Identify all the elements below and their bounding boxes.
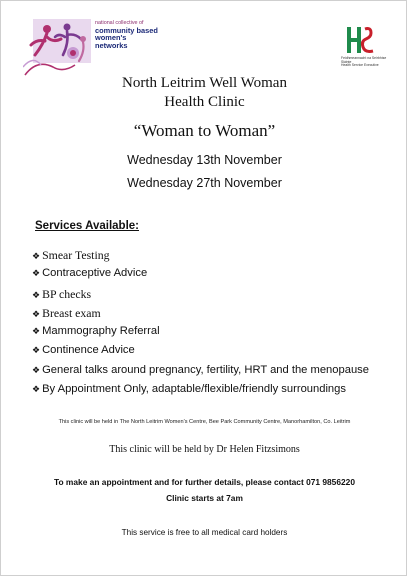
service-label: Smear Testing [42, 248, 110, 262]
service-label: By Appointment Only, adaptable/flexible/friendly surroundings [42, 383, 346, 396]
network-logo [23, 15, 173, 79]
hse-line-1: Feidhmeannacht na Seirbhíse Sláinte [341, 56, 387, 64]
clinic-title-line-1: North Leitrim Well Woman [122, 75, 287, 91]
date-2: Wednesday 27th November [127, 176, 282, 190]
service-label: BP checks [42, 286, 92, 301]
list-item [32, 248, 369, 267]
diamond-bullet-icon: ❖ [32, 327, 41, 338]
diamond-bullet-icon: ❖ [32, 269, 41, 280]
location-note: This clinic will be held in The North Leitrim Women's Centre, Bee Park Community Centre, Manorhamilton, Co. Leitrim [58, 419, 351, 425]
list-item [32, 344, 369, 363]
list-item [32, 383, 369, 402]
service-label: General talks around pregnancy, fertility, HRT and the menopause [42, 363, 369, 376]
services-heading: Services Available: [35, 220, 139, 232]
service-label: Breast exam [42, 305, 101, 320]
diamond-bullet-icon: ❖ [32, 385, 41, 396]
contact-line: To make an appointment and for further details, please contact 071 9856220 [54, 477, 355, 487]
hse-logo-text [341, 57, 391, 68]
network-logo-text [95, 21, 175, 50]
dancing-women-icon [23, 15, 95, 79]
clinic-tagline: “Woman to Woman” [133, 121, 276, 140]
diamond-bullet-icon: ❖ [32, 365, 41, 376]
list-item [32, 325, 369, 344]
list-item [32, 306, 369, 325]
start-time: Clinic starts at 7am [166, 493, 243, 503]
list-item [32, 364, 369, 383]
service-label: Contraceptive Advice [42, 267, 148, 280]
diamond-bullet-icon: ❖ [32, 252, 41, 262]
logo-line-4: networks [95, 41, 128, 51]
diamond-bullet-icon: ❖ [32, 290, 41, 301]
logo-line-1: national collective of [95, 20, 144, 26]
doctor-note: This clinic will be held by Dr Helen Fitzsimons [109, 444, 300, 455]
logo-line-3: women's [95, 33, 127, 43]
hse-icon [339, 25, 379, 55]
service-label: Mammography Referral [42, 325, 160, 338]
date-1: Wednesday 13th November [127, 153, 282, 167]
logo-line-2: community based [95, 25, 158, 35]
services-list [32, 248, 369, 402]
hse-line-2: Health Service Executive [341, 63, 379, 68]
list-item [32, 287, 369, 306]
service-label: Continence Advice [42, 344, 135, 357]
clinic-title-line-2: Health Clinic [164, 94, 245, 110]
hse-logo [339, 25, 391, 79]
diamond-bullet-icon: ❖ [32, 346, 41, 357]
list-item [32, 267, 369, 286]
free-service-note: This service is free to all medical card holders [121, 528, 288, 537]
diamond-bullet-icon: ❖ [32, 309, 41, 320]
